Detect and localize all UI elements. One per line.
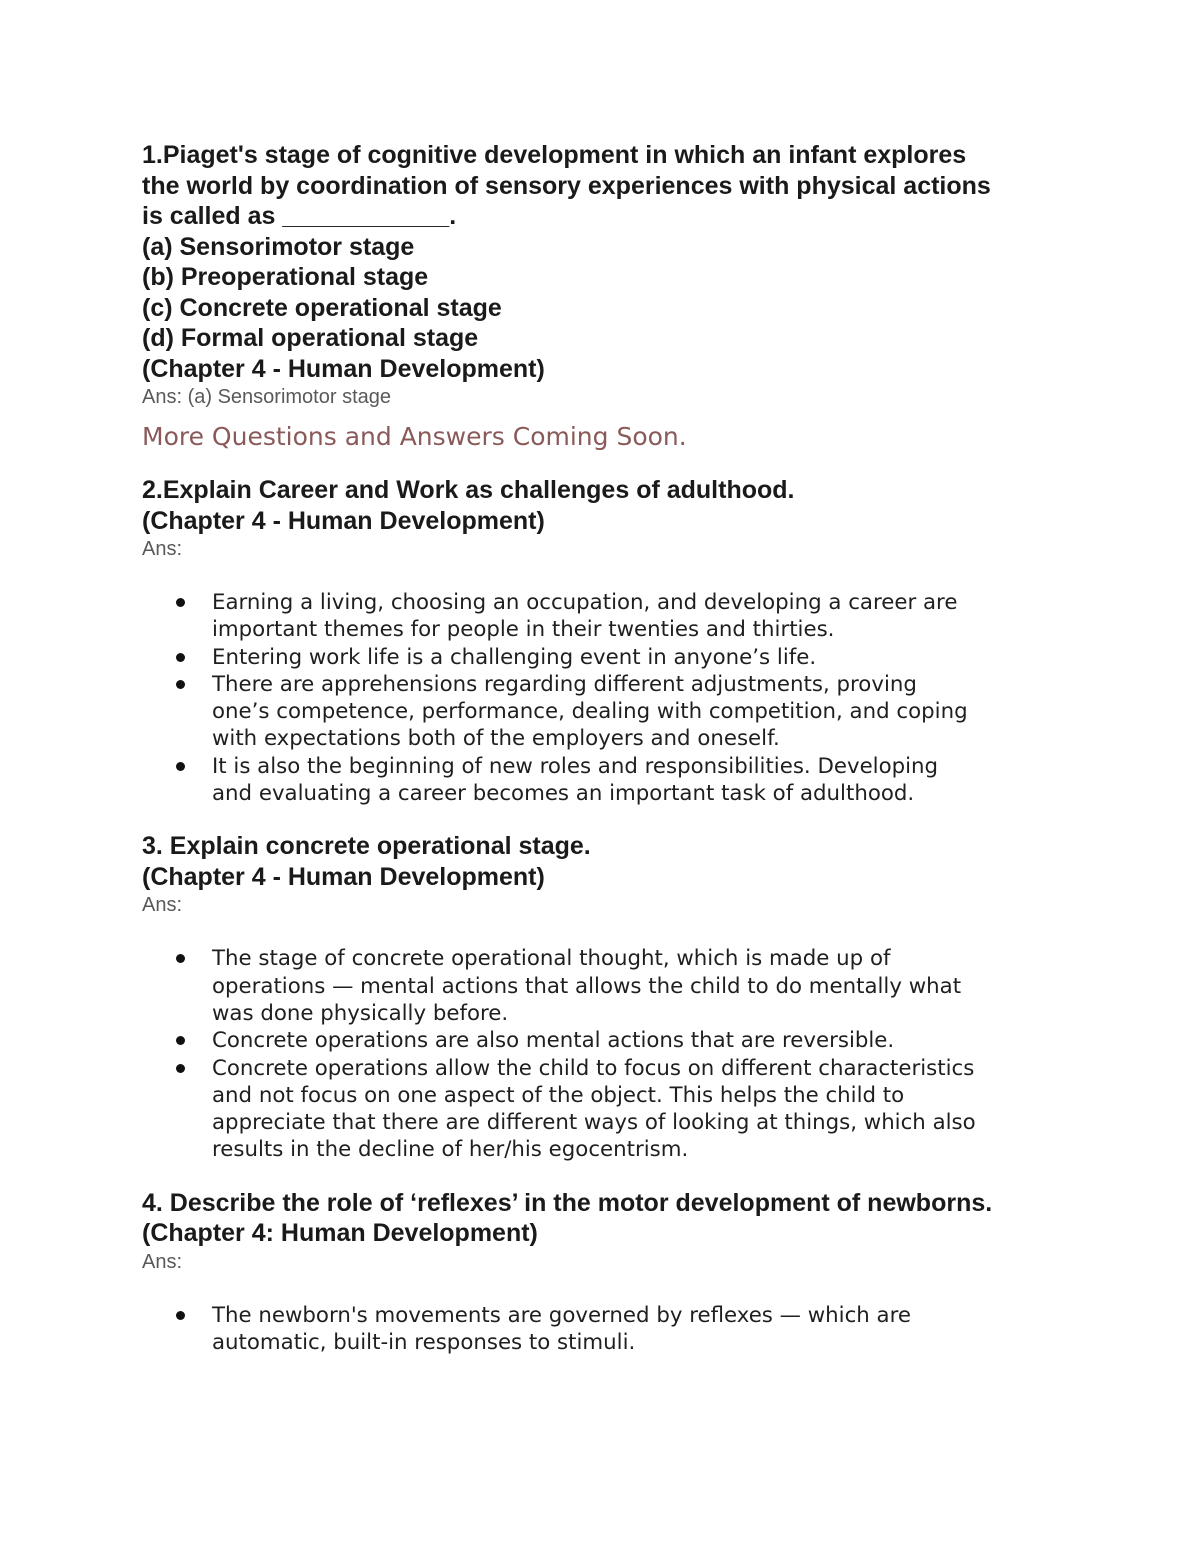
list-item-line: Concrete operations are also mental actions that are reversible. xyxy=(212,1028,895,1054)
coming-soon-notice: More Questions and Answers Coming Soon. xyxy=(142,422,687,451)
list-item-line: and not focus on one aspect of the object. This helps the child to xyxy=(212,1082,905,1108)
list-item-line: was done physically before. xyxy=(212,1000,509,1026)
question-3 xyxy=(142,831,1072,1163)
list-item-line: important themes for people in their twenties and thirties. xyxy=(212,617,835,643)
list-item-line: There are apprehensions regarding different adjustments, proving xyxy=(212,671,917,697)
list-item xyxy=(142,1027,1072,1054)
question-3-title: 3. Explain concrete operational stage. xyxy=(142,832,591,861)
list-item-line: operations — mental actions that allows the child to do mentally what xyxy=(212,973,962,999)
bullet-icon xyxy=(176,598,185,607)
question-1-chapter: (Chapter 4 - Human Development) xyxy=(142,354,545,383)
option-d: (d) Formal operational stage xyxy=(142,324,479,352)
option-c: (c) Concrete operational stage xyxy=(142,293,502,322)
list-item xyxy=(142,644,1072,671)
question-2-chapter: (Chapter 4 - Human Development) xyxy=(142,506,545,535)
list-item-line: with expectations both of the employers and oneself. xyxy=(212,726,780,752)
bullet-icon xyxy=(176,762,185,771)
question-4-ans-label: Ans: xyxy=(142,1250,183,1273)
option-b: (b) Preoperational stage xyxy=(142,263,429,291)
question-2-answer-list xyxy=(142,589,1072,807)
question-4 xyxy=(142,1188,1072,1357)
list-item-line: It is also the beginning of new roles and responsibilities. Developing xyxy=(212,753,939,779)
list-item xyxy=(142,753,1072,808)
question-1-line-1: 1.Piaget's stage of cognitive development in which an infant explores xyxy=(142,141,967,169)
bullet-icon xyxy=(176,1064,185,1073)
bullet-icon xyxy=(176,954,185,963)
list-item-line: Concrete operations allow the child to focus on different characteristics xyxy=(212,1055,975,1081)
question-3-ans-label: Ans: xyxy=(142,894,183,917)
list-item xyxy=(142,1302,1072,1357)
question-1-line-3: is called as ____________. xyxy=(142,202,457,230)
bullet-icon xyxy=(176,1311,185,1320)
list-item xyxy=(142,589,1072,644)
option-a: (a) Sensorimotor stage xyxy=(142,232,415,261)
question-2-ans-label: Ans: xyxy=(142,538,183,560)
list-item xyxy=(142,945,1072,1027)
bullet-icon xyxy=(176,653,185,662)
question-2-title: 2.Explain Career and Work as challenges of adulthood. xyxy=(142,476,795,504)
document-page xyxy=(142,140,1072,1356)
question-4-answer-list xyxy=(142,1302,1072,1357)
list-item-line: one’s competence, performance, dealing with competition, and coping xyxy=(212,699,968,725)
list-item-line: Earning a living, choosing an occupation, and developing a career are xyxy=(212,590,958,615)
bullet-icon xyxy=(176,1036,185,1045)
question-3-answer-list xyxy=(142,945,1072,1163)
list-item-line: results in the decline of her/his egocentrism. xyxy=(212,1137,689,1163)
question-1-answer: Ans: (a) Sensorimotor stage xyxy=(142,386,391,408)
question-2 xyxy=(142,475,1072,807)
bullet-icon xyxy=(176,680,185,689)
list-item-line: and evaluating a career becomes an important task of adulthood. xyxy=(212,781,915,807)
list-item-line: The newborn's movements are governed by reflexes — which are xyxy=(212,1302,911,1328)
list-item xyxy=(142,671,1072,753)
list-item-line: appreciate that there are different ways of looking at things, which also xyxy=(212,1110,976,1136)
list-item-line: Entering work life is a challenging event in anyone’s life. xyxy=(212,644,817,670)
list-item-line: automatic, built-in responses to stimuli. xyxy=(212,1330,636,1356)
question-1-line-2: the world by coordination of sensory experiences with physical actions xyxy=(142,171,991,200)
question-1 xyxy=(142,140,1072,411)
list-item-line: The stage of concrete operational thought, which is made up of xyxy=(212,946,891,972)
question-3-chapter: (Chapter 4 - Human Development) xyxy=(142,862,545,891)
question-4-chapter: (Chapter 4: Human Development) xyxy=(142,1219,538,1248)
question-4-title: 4. Describe the role of ‘reflexes’ in the motor development of newborns. xyxy=(142,1188,993,1217)
list-item xyxy=(142,1055,1072,1164)
